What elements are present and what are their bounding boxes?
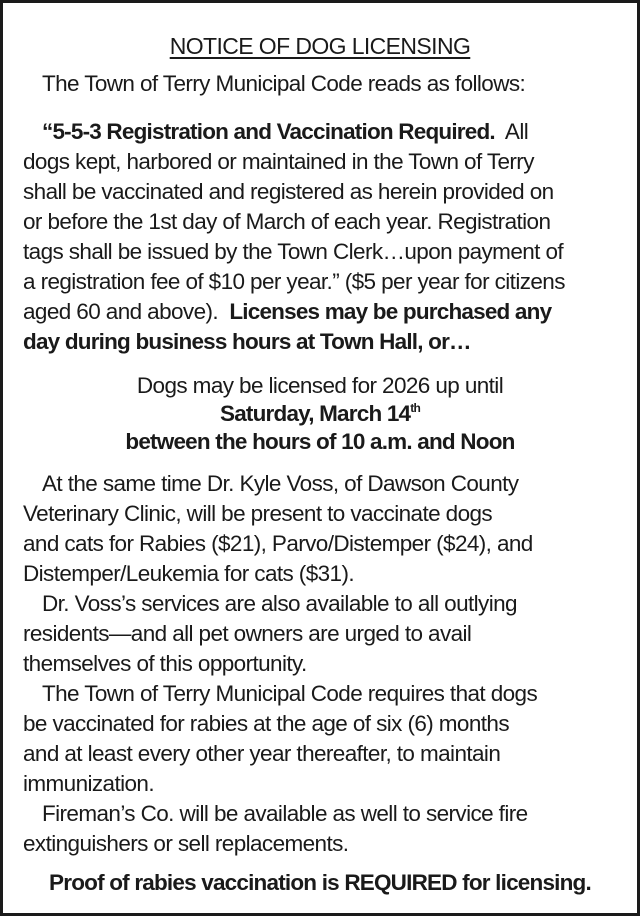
code-paragraph-line: immunization.: [23, 771, 155, 796]
licenses-purchase-text: Licenses may be purchased any: [229, 299, 552, 324]
footer-requirement: Proof of rabies vaccination is REQUIRED for licensing.: [49, 870, 591, 895]
services-paragraph-line: residents—and all pet owners are urged to avail: [23, 621, 472, 646]
notice-title: NOTICE OF DOG LICENSING: [169, 33, 471, 59]
date-suffix: th: [410, 401, 420, 415]
code-paragraph-line: The Town of Terry Municipal Code requires that dogs: [42, 681, 538, 706]
code-section-line-7: [23, 297, 621, 327]
intro-text: The Town of Terry Municipal Code reads as follows:: [42, 71, 526, 96]
schedule-intro: Dogs may be licensed for 2026 up until: [136, 373, 504, 398]
age-exemption-text: aged 60 and above).: [23, 299, 219, 324]
code-section-line: tags shall be issued by the Town Clerk…upon payment of: [23, 239, 564, 264]
code-section-line: dogs kept, harbored or maintained in the Town of Terry: [23, 149, 534, 174]
vet-paragraph-line: At the same time Dr. Kyle Voss, of Dawson County: [42, 471, 519, 496]
code-section-heading: “5-5-3 Registration and Vaccination Required.: [42, 119, 495, 144]
fireman-paragraph-line: Fireman’s Co. will be available as well to service fire: [42, 801, 528, 826]
code-section-line: a registration fee of $10 per year.” ($5 per year for citizens: [23, 269, 565, 294]
schedule-date-text: Saturday, March 14: [220, 401, 411, 426]
code-paragraph-line: be vaccinated for rabies at the age of six (6) months: [23, 711, 509, 736]
fireman-paragraph-line: extinguishers or sell replacements.: [23, 831, 349, 856]
schedule-date: [3, 399, 637, 429]
code-section-line: shall be vaccinated and registered as herein provided on: [23, 179, 554, 204]
services-paragraph-line: themselves of this opportunity.: [23, 651, 307, 676]
vet-paragraph-line: Veterinary Clinic, will be present to vaccinate dogs: [23, 501, 493, 526]
code-section-line1-tail: All: [504, 119, 529, 144]
vet-paragraph-line: and cats for Rabies ($21), Parvo/Distemper ($24), and: [23, 531, 533, 556]
business-hours-text: day during business hours at Town Hall, or…: [23, 329, 471, 354]
code-section-line: or before the 1st day of March of each year. Registration: [23, 209, 551, 234]
code-paragraph-line: and at least every other year thereafter, to maintain: [23, 741, 501, 766]
schedule-hours: between the hours of 10 a.m. and Noon: [125, 429, 515, 454]
code-section-line-1: [23, 117, 621, 147]
services-paragraph-line: Dr. Voss’s services are also available to all outlying: [42, 591, 517, 616]
vet-paragraph-line: Distemper/Leukemia for cats ($31).: [23, 561, 354, 586]
